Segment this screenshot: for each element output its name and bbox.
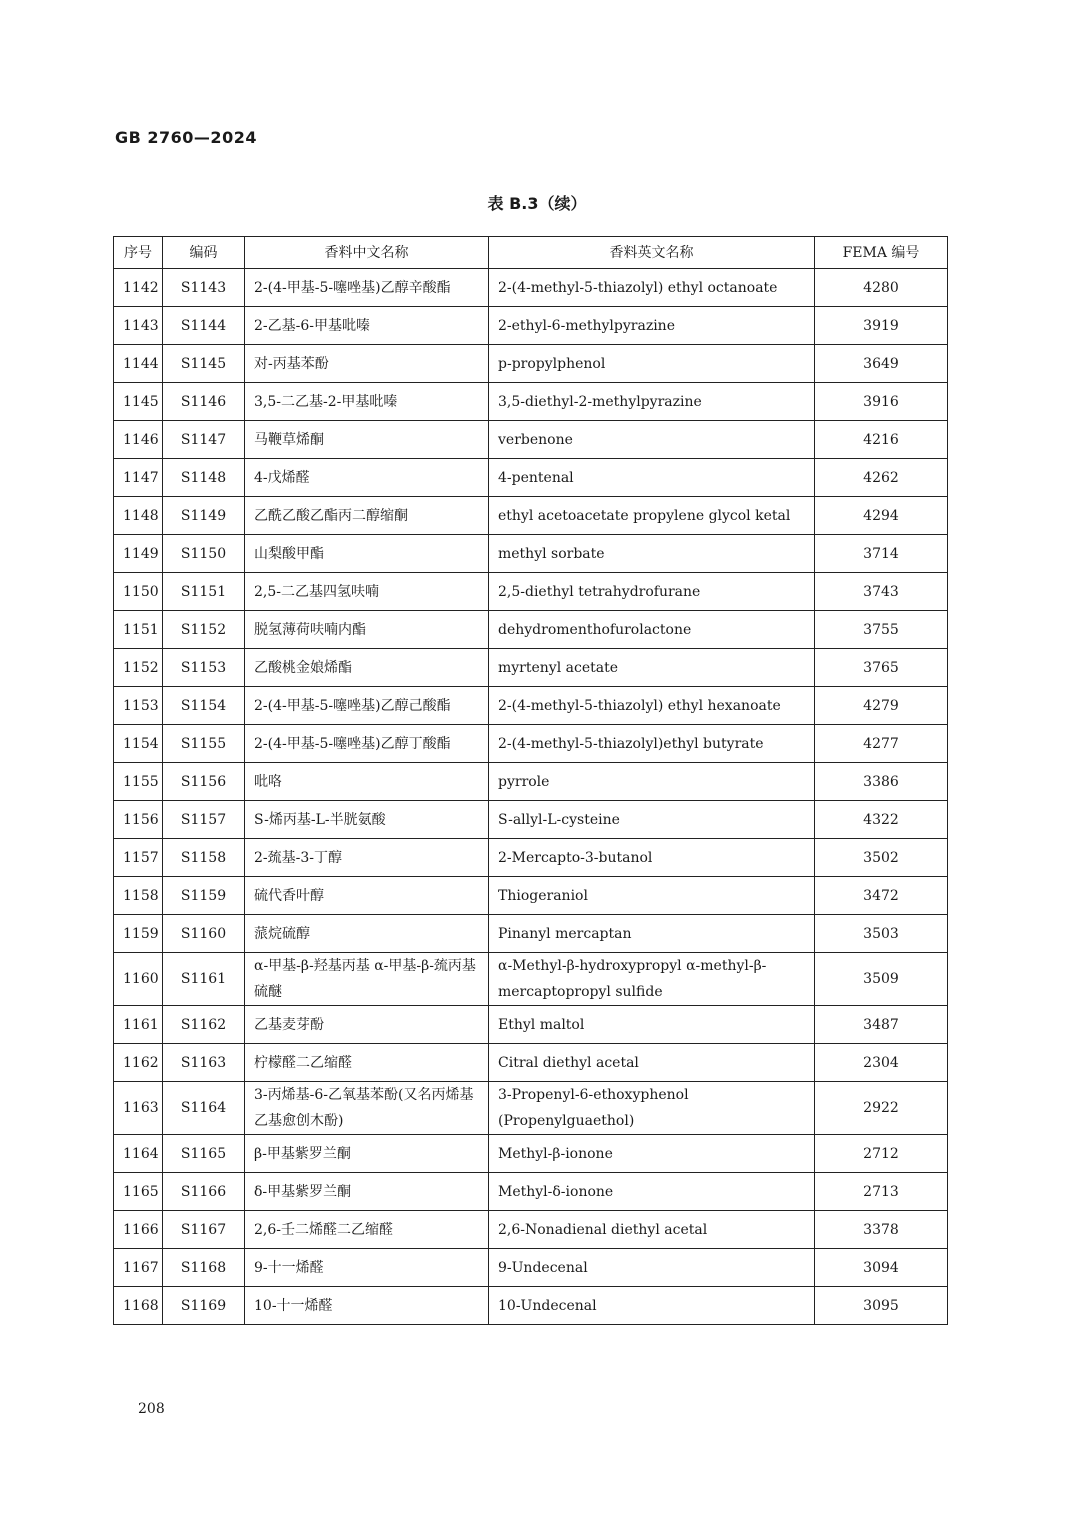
table-row bbox=[114, 1287, 948, 1325]
cell-code: S1157 bbox=[163, 801, 245, 839]
cell-fema: 3649 bbox=[815, 345, 948, 383]
cell-en-name: Methyl-β-ionone bbox=[489, 1135, 815, 1173]
cell-fema: 4277 bbox=[815, 725, 948, 763]
column-header-code: 编码 bbox=[163, 237, 245, 269]
cell-fema: 3094 bbox=[815, 1249, 948, 1287]
cell-en-name: 2,6-Nonadienal diethyl acetal bbox=[489, 1211, 815, 1249]
cell-en-name: ethyl acetoacetate propylene glycol ketal bbox=[489, 497, 815, 535]
cell-cn-name: 对-丙基苯酚 bbox=[245, 345, 489, 383]
cell-fema: 4280 bbox=[815, 269, 948, 307]
table-row bbox=[114, 269, 948, 307]
table-body bbox=[114, 269, 948, 1325]
table-row bbox=[114, 1249, 948, 1287]
cell-en-name: 9-Undecenal bbox=[489, 1249, 815, 1287]
cell-en-name: α-Methyl-β-hydroxypropyl α-methyl-β-mercaptopropyl sulfide bbox=[489, 953, 815, 1006]
table-row bbox=[114, 953, 948, 1006]
cell-en-name: 2-(4-methyl-5-thiazolyl) ethyl hexanoate bbox=[489, 687, 815, 725]
table-row bbox=[114, 1006, 948, 1044]
cell-seq: 1154 bbox=[114, 725, 163, 763]
table-row bbox=[114, 459, 948, 497]
cell-fema: 3472 bbox=[815, 877, 948, 915]
flavor-table bbox=[113, 236, 948, 1325]
cell-cn-name: 乙基麦芽酚 bbox=[245, 1006, 489, 1044]
cell-seq: 1147 bbox=[114, 459, 163, 497]
cell-seq: 1145 bbox=[114, 383, 163, 421]
cell-fema: 4262 bbox=[815, 459, 948, 497]
cell-code: S1160 bbox=[163, 915, 245, 953]
cell-en-name: pyrrole bbox=[489, 763, 815, 801]
cell-seq: 1168 bbox=[114, 1287, 163, 1325]
cell-seq: 1151 bbox=[114, 611, 163, 649]
cell-seq: 1142 bbox=[114, 269, 163, 307]
cell-fema: 3743 bbox=[815, 573, 948, 611]
cell-seq: 1144 bbox=[114, 345, 163, 383]
cell-seq: 1165 bbox=[114, 1173, 163, 1211]
cell-fema: 3502 bbox=[815, 839, 948, 877]
cell-en-name: Citral diethyl acetal bbox=[489, 1044, 815, 1082]
cell-fema: 3487 bbox=[815, 1006, 948, 1044]
table-row bbox=[114, 649, 948, 687]
cell-code: S1165 bbox=[163, 1135, 245, 1173]
cell-seq: 1164 bbox=[114, 1135, 163, 1173]
cell-fema: 3714 bbox=[815, 535, 948, 573]
cell-en-name: Ethyl maltol bbox=[489, 1006, 815, 1044]
column-header-en-name: 香料英文名称 bbox=[489, 237, 815, 269]
cell-fema: 2922 bbox=[815, 1082, 948, 1135]
cell-fema: 4322 bbox=[815, 801, 948, 839]
cell-cn-name: 2-(4-甲基-5-噻唑基)乙醇辛酸酯 bbox=[245, 269, 489, 307]
cell-seq: 1158 bbox=[114, 877, 163, 915]
cell-fema: 3509 bbox=[815, 953, 948, 1006]
cell-fema: 2713 bbox=[815, 1173, 948, 1211]
cell-cn-name: 乙酸桃金娘烯酯 bbox=[245, 649, 489, 687]
cell-fema: 3919 bbox=[815, 307, 948, 345]
column-header-fema: FEMA 编号 bbox=[815, 237, 948, 269]
table-row bbox=[114, 611, 948, 649]
cell-code: S1166 bbox=[163, 1173, 245, 1211]
table-row bbox=[114, 915, 948, 953]
cell-cn-name: 马鞭草烯酮 bbox=[245, 421, 489, 459]
cell-seq: 1148 bbox=[114, 497, 163, 535]
cell-seq: 1156 bbox=[114, 801, 163, 839]
table-row bbox=[114, 1135, 948, 1173]
cell-en-name: Pinanyl mercaptan bbox=[489, 915, 815, 953]
cell-code: S1158 bbox=[163, 839, 245, 877]
cell-en-name: p-propylphenol bbox=[489, 345, 815, 383]
cell-cn-name: 2-巯基-3-丁醇 bbox=[245, 839, 489, 877]
cell-cn-name: 2-(4-甲基-5-噻唑基)乙醇丁酸酯 bbox=[245, 725, 489, 763]
table-row bbox=[114, 687, 948, 725]
cell-cn-name: S-烯丙基-L-半胱氨酸 bbox=[245, 801, 489, 839]
cell-code: S1164 bbox=[163, 1082, 245, 1135]
cell-code: S1169 bbox=[163, 1287, 245, 1325]
cell-code: S1162 bbox=[163, 1006, 245, 1044]
table-row bbox=[114, 535, 948, 573]
cell-cn-name: 3-丙烯基-6-乙氧基苯酚(又名丙烯基乙基愈创木酚) bbox=[245, 1082, 489, 1135]
table-row bbox=[114, 839, 948, 877]
cell-code: S1148 bbox=[163, 459, 245, 497]
table-row bbox=[114, 421, 948, 459]
cell-fema: 2712 bbox=[815, 1135, 948, 1173]
cell-cn-name: 3,5-二乙基-2-甲基吡嗪 bbox=[245, 383, 489, 421]
cell-code: S1145 bbox=[163, 345, 245, 383]
cell-code: S1146 bbox=[163, 383, 245, 421]
cell-en-name: methyl sorbate bbox=[489, 535, 815, 573]
table-row bbox=[114, 497, 948, 535]
cell-en-name: 2-(4-methyl-5-thiazolyl) ethyl octanoate bbox=[489, 269, 815, 307]
cell-seq: 1159 bbox=[114, 915, 163, 953]
cell-cn-name: 蒎烷硫醇 bbox=[245, 915, 489, 953]
cell-fema: 3755 bbox=[815, 611, 948, 649]
cell-cn-name: 4-戊烯醛 bbox=[245, 459, 489, 497]
cell-en-name: 2-Mercapto-3-butanol bbox=[489, 839, 815, 877]
cell-fema: 3765 bbox=[815, 649, 948, 687]
cell-code: S1163 bbox=[163, 1044, 245, 1082]
cell-seq: 1160 bbox=[114, 953, 163, 1006]
cell-cn-name: 10-十一烯醛 bbox=[245, 1287, 489, 1325]
cell-seq: 1167 bbox=[114, 1249, 163, 1287]
table-row bbox=[114, 801, 948, 839]
cell-en-name: myrtenyl acetate bbox=[489, 649, 815, 687]
table-row bbox=[114, 877, 948, 915]
cell-seq: 1155 bbox=[114, 763, 163, 801]
cell-code: S1156 bbox=[163, 763, 245, 801]
table-row bbox=[114, 307, 948, 345]
cell-code: S1147 bbox=[163, 421, 245, 459]
cell-cn-name: 硫代香叶醇 bbox=[245, 877, 489, 915]
cell-cn-name: 吡咯 bbox=[245, 763, 489, 801]
cell-seq: 1163 bbox=[114, 1082, 163, 1135]
table-row bbox=[114, 345, 948, 383]
cell-seq: 1166 bbox=[114, 1211, 163, 1249]
cell-seq: 1149 bbox=[114, 535, 163, 573]
cell-cn-name: 乙酰乙酸乙酯丙二醇缩酮 bbox=[245, 497, 489, 535]
cell-cn-name: 2-乙基-6-甲基吡嗪 bbox=[245, 307, 489, 345]
table-row bbox=[114, 1211, 948, 1249]
cell-cn-name: 2,6-壬二烯醛二乙缩醛 bbox=[245, 1211, 489, 1249]
cell-cn-name: 脱氢薄荷呋喃内酯 bbox=[245, 611, 489, 649]
cell-code: S1153 bbox=[163, 649, 245, 687]
cell-en-name: verbenone bbox=[489, 421, 815, 459]
table-row bbox=[114, 1082, 948, 1135]
cell-cn-name: β-甲基紫罗兰酮 bbox=[245, 1135, 489, 1173]
cell-fema: 3916 bbox=[815, 383, 948, 421]
cell-seq: 1143 bbox=[114, 307, 163, 345]
table-row bbox=[114, 383, 948, 421]
cell-cn-name: 柠檬醛二乙缩醛 bbox=[245, 1044, 489, 1082]
cell-en-name: dehydromenthofurolactone bbox=[489, 611, 815, 649]
cell-code: S1161 bbox=[163, 953, 245, 1006]
cell-seq: 1157 bbox=[114, 839, 163, 877]
cell-fema: 3386 bbox=[815, 763, 948, 801]
cell-cn-name: α-甲基-β-羟基丙基 α-甲基-β-巯丙基硫醚 bbox=[245, 953, 489, 1006]
table-row bbox=[114, 1044, 948, 1082]
cell-fema: 4216 bbox=[815, 421, 948, 459]
page-number: 208 bbox=[138, 1401, 165, 1417]
table-row bbox=[114, 763, 948, 801]
cell-code: S1168 bbox=[163, 1249, 245, 1287]
cell-seq: 1150 bbox=[114, 573, 163, 611]
cell-code: S1150 bbox=[163, 535, 245, 573]
cell-en-name: 10-Undecenal bbox=[489, 1287, 815, 1325]
cell-cn-name: 2,5-二乙基四氢呋喃 bbox=[245, 573, 489, 611]
cell-seq: 1153 bbox=[114, 687, 163, 725]
table-row bbox=[114, 573, 948, 611]
cell-en-name: 3-Propenyl-6-ethoxyphenol (Propenylguaethol) bbox=[489, 1082, 815, 1135]
column-header-seq: 序号 bbox=[114, 237, 163, 269]
cell-code: S1143 bbox=[163, 269, 245, 307]
cell-en-name: 4-pentenal bbox=[489, 459, 815, 497]
cell-seq: 1146 bbox=[114, 421, 163, 459]
cell-en-name: S-allyl-L-cysteine bbox=[489, 801, 815, 839]
cell-cn-name: 山梨酸甲酯 bbox=[245, 535, 489, 573]
cell-fema: 3378 bbox=[815, 1211, 948, 1249]
cell-code: S1159 bbox=[163, 877, 245, 915]
cell-en-name: 2-ethyl-6-methylpyrazine bbox=[489, 307, 815, 345]
cell-seq: 1152 bbox=[114, 649, 163, 687]
cell-fema: 3095 bbox=[815, 1287, 948, 1325]
cell-code: S1155 bbox=[163, 725, 245, 763]
cell-en-name: Thiogeraniol bbox=[489, 877, 815, 915]
cell-fema: 3503 bbox=[815, 915, 948, 953]
cell-code: S1149 bbox=[163, 497, 245, 535]
cell-en-name: 3,5-diethyl-2-methylpyrazine bbox=[489, 383, 815, 421]
cell-seq: 1162 bbox=[114, 1044, 163, 1082]
table-row bbox=[114, 1173, 948, 1211]
table-title: 表 B.3（续） bbox=[487, 194, 587, 213]
cell-code: S1154 bbox=[163, 687, 245, 725]
cell-fema: 4294 bbox=[815, 497, 948, 535]
table-row bbox=[114, 725, 948, 763]
column-header-cn-name: 香料中文名称 bbox=[245, 237, 489, 269]
cell-cn-name: 2-(4-甲基-5-噻唑基)乙醇己酸酯 bbox=[245, 687, 489, 725]
cell-code: S1151 bbox=[163, 573, 245, 611]
cell-en-name: 2,5-diethyl tetrahydrofurane bbox=[489, 573, 815, 611]
cell-cn-name: δ-甲基紫罗兰酮 bbox=[245, 1173, 489, 1211]
cell-en-name: Methyl-δ-ionone bbox=[489, 1173, 815, 1211]
cell-fema: 2304 bbox=[815, 1044, 948, 1082]
cell-seq: 1161 bbox=[114, 1006, 163, 1044]
cell-code: S1167 bbox=[163, 1211, 245, 1249]
standard-code: GB 2760—2024 bbox=[115, 128, 257, 147]
table-header-row bbox=[114, 237, 948, 269]
cell-fema: 4279 bbox=[815, 687, 948, 725]
cell-en-name: 2-(4-methyl-5-thiazolyl)ethyl butyrate bbox=[489, 725, 815, 763]
cell-code: S1144 bbox=[163, 307, 245, 345]
cell-cn-name: 9-十一烯醛 bbox=[245, 1249, 489, 1287]
cell-code: S1152 bbox=[163, 611, 245, 649]
